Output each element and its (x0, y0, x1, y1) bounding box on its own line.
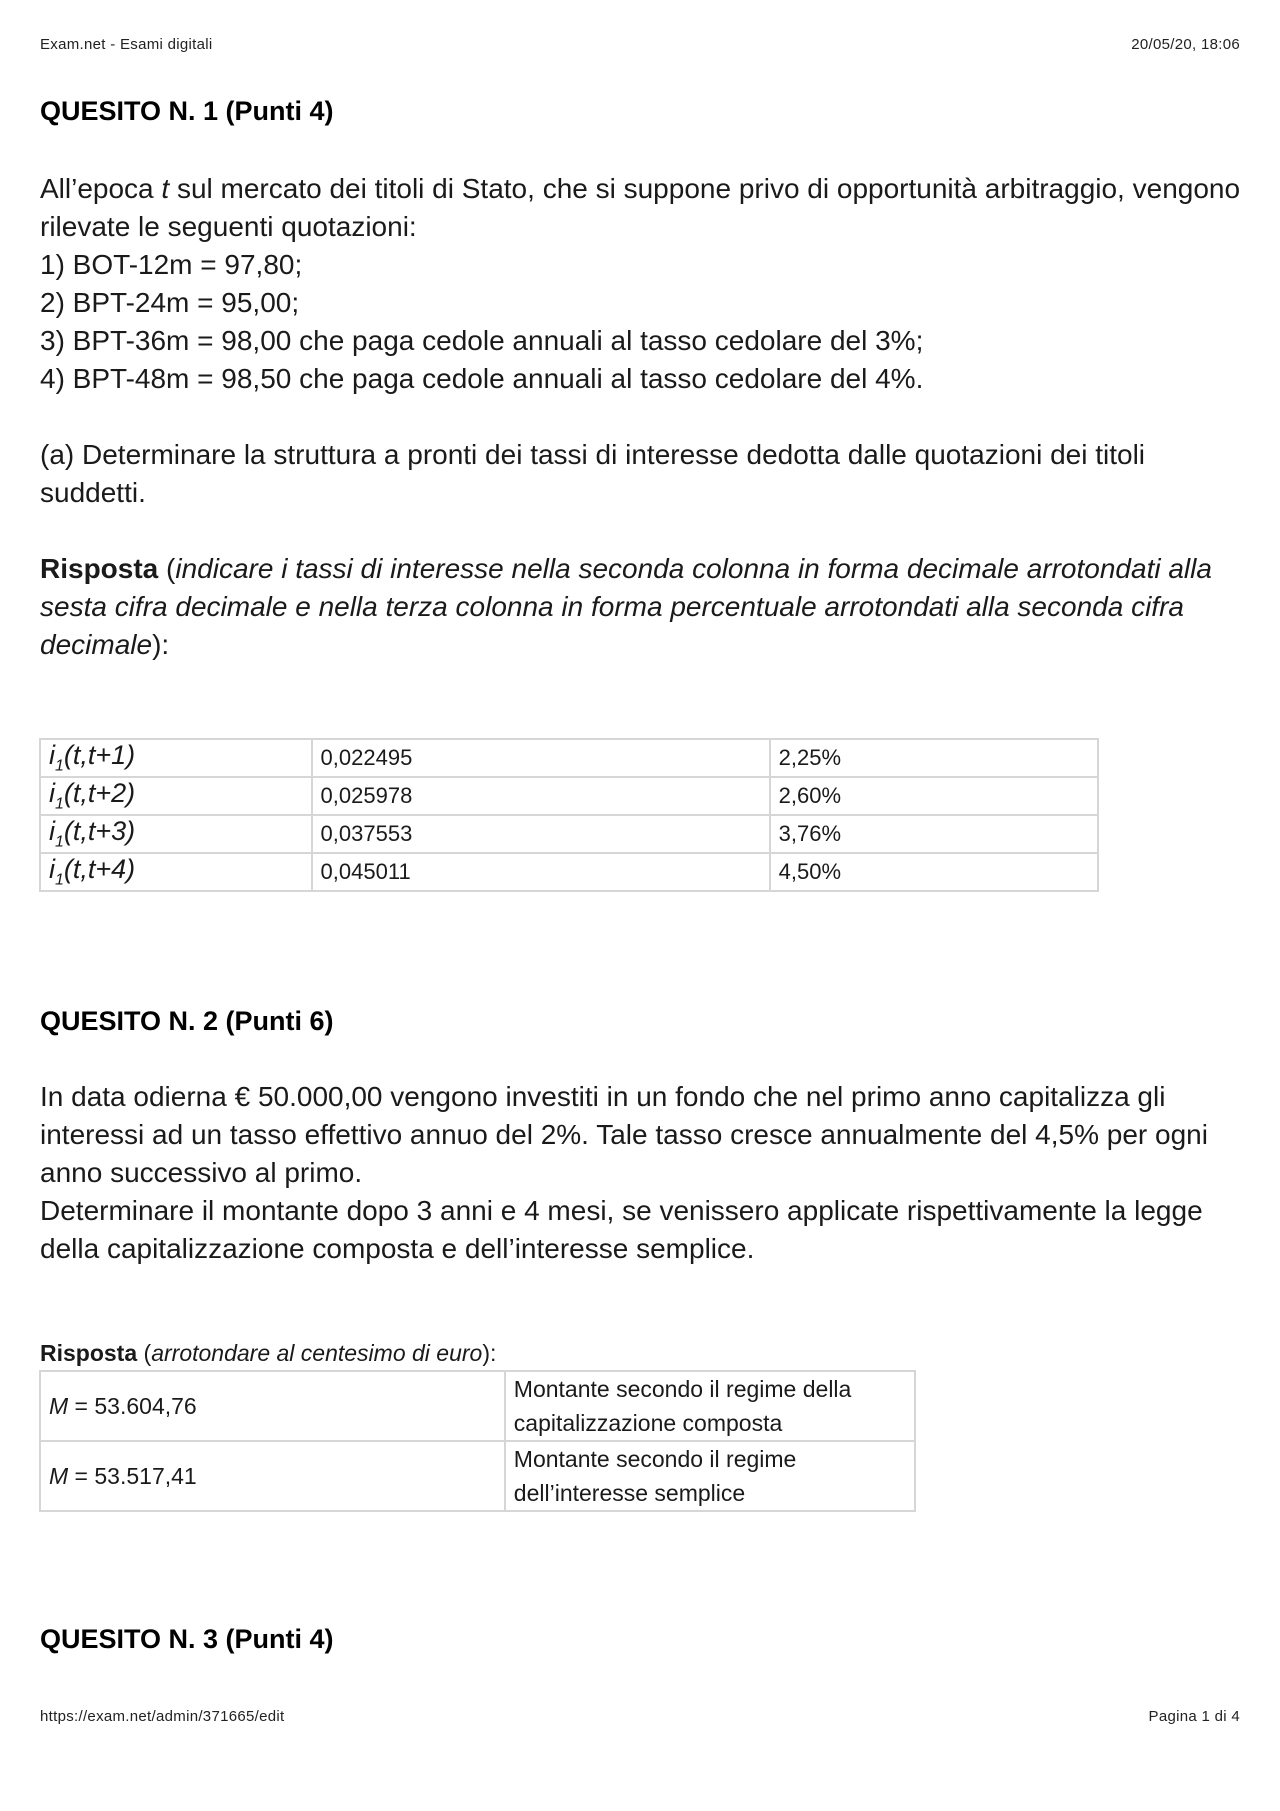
montante-value: M = 53.517,41 (40, 1441, 505, 1511)
montante-value: M = 53.604,76 (40, 1371, 505, 1441)
intro-variable: t (161, 173, 170, 204)
page-number: Pagina 1 di 4 (1148, 1708, 1240, 1725)
rate-label: $i_1(t,t+3)$ (40, 815, 312, 853)
answer-label: Risposta (40, 553, 159, 584)
rate-decimal: 0,037553 (312, 815, 770, 853)
intro-text-cont: sul mercato dei titoli di Stato, che si suppone privo di opportunità arbitraggio, vengono rilevate le seguenti quotazioni: (40, 173, 1241, 242)
question-1-title: QUESITO N. 1 (Punti 4) (40, 96, 334, 126)
question-2-text: In data odierna € 50.000,00 vengono investiti in un fondo che nel primo anno capitalizza gli interessi ad un tasso effettivo annuo del 2%. Tale tasso cresce annualmente del 4,5% per ogni anno successivo al primo. (40, 1081, 1208, 1188)
rate-decimal: 0,025978 (312, 777, 770, 815)
question-3-title: QUESITO N. 3 (Punti 4) (40, 1624, 334, 1654)
answer-note: arrotondare al centesimo di euro (151, 1340, 483, 1366)
question-1-answer-instructions (40, 550, 1250, 664)
print-datetime: 20/05/20, 18:06 (1131, 36, 1240, 53)
table-row (40, 1441, 915, 1511)
rate-decimal: 0,045011 (312, 853, 770, 891)
page-url[interactable]: https://exam.net/admin/371665/edit (40, 1708, 285, 1725)
table-row (40, 853, 1098, 891)
rate-label: $i_1(t,t+4)$ (40, 853, 312, 891)
montante-description: Montante secondo il regime dell’interesse semplice (505, 1441, 915, 1511)
question-2-title: QUESITO N. 2 (Punti 6) (40, 1006, 334, 1036)
question-1-task: (a) Determinare la struttura a pronti dei tassi di interesse dedotta dalle quotazioni dei titoli suddetti. (40, 439, 1146, 508)
quote-item: 1) BOT-12m = 97,80; (40, 249, 303, 280)
paren-close: ): (152, 629, 170, 660)
question-2-answer-instructions (40, 1340, 496, 1367)
quote-item: 3) BPT-36m = 98,00 che paga cedole annuali al tasso cedolare del 3%; (40, 325, 924, 356)
paren-open: ( (158, 553, 176, 584)
rate-percent: 2,60% (770, 777, 1098, 815)
table-row (40, 739, 1098, 777)
montante-table (39, 1370, 916, 1512)
table-row (40, 1371, 915, 1441)
rate-percent: 4,50% (770, 853, 1098, 891)
rate-label: $i_1(t,t+1)$ (40, 739, 312, 777)
rate-label: $i_1(t,t+2)$ (40, 777, 312, 815)
rate-percent: 3,76% (770, 815, 1098, 853)
question-2-body (40, 1078, 1250, 1268)
rate-percent: 2,25% (770, 739, 1098, 777)
paren-close: ): (482, 1340, 497, 1366)
montante-description: Montante secondo il regime della capitalizzazione composta (505, 1371, 915, 1441)
question-1-intro (40, 170, 1250, 246)
rate-decimal: 0,022495 (312, 739, 770, 777)
quote-item: 4) BPT-48m = 98,50 che paga cedole annuali al tasso cedolare del 4%. (40, 363, 924, 394)
table-row (40, 777, 1098, 815)
answer-label: Risposta (40, 1340, 138, 1366)
question-2-task: Determinare il montante dopo 3 anni e 4 mesi, se venissero applicate rispettivamente la legge della capitalizzazione composta e dell’interesse semplice. (40, 1195, 1203, 1264)
site-title: Exam.net - Esami digitali (40, 36, 213, 53)
intro-text: All’epoca (40, 173, 162, 204)
quote-item: 2) BPT-24m = 95,00; (40, 287, 300, 318)
paren-open: ( (137, 1340, 152, 1366)
question-1-body (40, 170, 1250, 398)
spot-rates-table (39, 738, 1099, 892)
table-row (40, 815, 1098, 853)
answer-note: indicare i tassi di interesse nella seconda colonna in forma decimale arrotondati alla sesta cifra decimale e nella terza colonna in forma percentuale arrotondati alla seconda cifra decimale (40, 553, 1212, 660)
